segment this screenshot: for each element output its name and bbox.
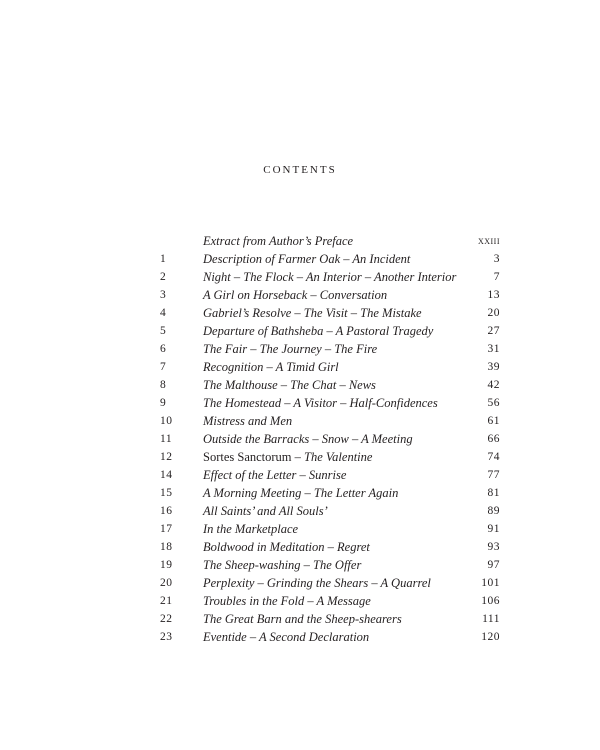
chapter-title: The Great Barn and the Sheep-shearers bbox=[203, 612, 402, 626]
toc-entry bbox=[160, 592, 500, 610]
chapter-title: Eventide – A Second Declaration bbox=[203, 630, 370, 644]
chapter-title: Boldwood in Meditation – Regret bbox=[203, 540, 370, 554]
chapter-number: 21 bbox=[160, 595, 173, 607]
chapter-title: Extract from Author’s Preface bbox=[203, 234, 354, 248]
chapter-number: 1 bbox=[160, 253, 167, 265]
page-number: 91 bbox=[487, 523, 500, 535]
page-number: 61 bbox=[487, 415, 500, 427]
page-number: 101 bbox=[481, 577, 500, 589]
toc-entry bbox=[160, 322, 500, 340]
chapter-number: 10 bbox=[160, 415, 173, 427]
toc-entry bbox=[160, 448, 500, 466]
toc-entry bbox=[160, 520, 500, 538]
chapter-title-italic: – The Valentine bbox=[291, 450, 373, 464]
page-number: 42 bbox=[487, 379, 500, 391]
page-number: 89 bbox=[487, 505, 500, 517]
chapter-number: 16 bbox=[160, 505, 173, 517]
chapter-title: Effect of the Letter – Sunrise bbox=[203, 468, 347, 482]
toc-entry bbox=[160, 286, 500, 304]
toc-entry bbox=[160, 232, 500, 250]
toc-entry bbox=[160, 430, 500, 448]
page-number: 74 bbox=[487, 451, 500, 463]
page-number: 111 bbox=[482, 613, 500, 625]
chapter-title: Troubles in the Fold – A Message bbox=[203, 594, 371, 608]
toc-entry bbox=[160, 304, 500, 322]
toc-entry bbox=[160, 394, 500, 412]
page-number: 93 bbox=[487, 541, 500, 553]
toc-entry bbox=[160, 358, 500, 376]
toc-entry bbox=[160, 574, 500, 592]
page-number: 81 bbox=[487, 487, 500, 499]
chapter-title: The Fair – The Journey – The Fire bbox=[203, 342, 378, 356]
chapter-number: 5 bbox=[160, 325, 167, 337]
chapter-title: All Saints’ and All Souls’ bbox=[203, 504, 328, 518]
chapter-number: 11 bbox=[160, 433, 173, 445]
chapter-number: 8 bbox=[160, 379, 167, 391]
chapter-title: Perplexity – Grinding the Shears – A Quarrel bbox=[203, 576, 431, 590]
page-number: 120 bbox=[481, 631, 500, 643]
page-title: contents bbox=[263, 160, 337, 177]
chapter-number: 17 bbox=[160, 523, 173, 535]
chapter-title: In the Marketplace bbox=[203, 522, 299, 536]
toc-entry bbox=[160, 502, 500, 520]
page-number: 3 bbox=[493, 253, 500, 265]
toc-entry bbox=[160, 268, 500, 286]
chapter-title: Departure of Bathsheba – A Pastoral Tragedy bbox=[203, 324, 434, 338]
page-number: 13 bbox=[487, 289, 500, 301]
toc-entry bbox=[160, 340, 500, 358]
chapter-title: Gabriel’s Resolve – The Visit – The Mistake bbox=[203, 306, 422, 320]
toc-entry bbox=[160, 610, 500, 628]
page-number: 66 bbox=[487, 433, 500, 445]
page-number: 39 bbox=[487, 361, 500, 373]
page-number: 31 bbox=[487, 343, 500, 355]
table-of-contents bbox=[160, 232, 500, 646]
chapter-number: 2 bbox=[160, 271, 167, 283]
toc-entry bbox=[160, 466, 500, 484]
chapter-title: A Girl on Horseback – Conversation bbox=[203, 288, 388, 302]
chapter-title: Recognition – A Timid Girl bbox=[203, 360, 339, 374]
chapter-number: 12 bbox=[160, 451, 173, 463]
chapter-title: The Malthouse – The Chat – News bbox=[203, 378, 376, 392]
toc-entry bbox=[160, 376, 500, 394]
chapter-number: 7 bbox=[160, 361, 167, 373]
chapter-title: Night – The Flock – An Interior – Another Interior bbox=[203, 270, 457, 284]
page-number: 106 bbox=[481, 595, 500, 607]
page-number: 56 bbox=[487, 397, 500, 409]
chapter-number: 23 bbox=[160, 631, 173, 643]
chapter-title bbox=[203, 448, 372, 466]
chapter-title: Description of Farmer Oak – An Incident bbox=[203, 252, 411, 266]
chapter-title: A Morning Meeting – The Letter Again bbox=[203, 486, 399, 500]
chapter-number: 20 bbox=[160, 577, 173, 589]
page-number: 7 bbox=[493, 271, 500, 283]
chapter-number: 15 bbox=[160, 487, 173, 499]
toc-entry bbox=[160, 628, 500, 646]
page-number: 77 bbox=[487, 469, 500, 481]
toc-entry bbox=[160, 412, 500, 430]
chapter-number: 22 bbox=[160, 613, 173, 625]
page-number: 20 bbox=[487, 307, 500, 319]
page-number: 27 bbox=[487, 325, 500, 337]
chapter-title: Outside the Barracks – Snow – A Meeting bbox=[203, 432, 413, 446]
page-number: 97 bbox=[487, 559, 500, 571]
chapter-title: The Sheep-washing – The Offer bbox=[203, 558, 362, 572]
chapter-number: 19 bbox=[160, 559, 173, 571]
chapter-title-roman: Sortes Sanctorum bbox=[203, 450, 292, 464]
chapter-number: 18 bbox=[160, 541, 173, 553]
chapter-title: The Homestead – A Visitor – Half-Confidences bbox=[203, 396, 438, 410]
chapter-number: 14 bbox=[160, 469, 173, 481]
toc-entry bbox=[160, 250, 500, 268]
toc-entry bbox=[160, 538, 500, 556]
chapter-title: Mistress and Men bbox=[203, 414, 293, 428]
page-number: xxiii bbox=[477, 235, 500, 247]
chapter-number: 9 bbox=[160, 397, 167, 409]
chapter-number: 3 bbox=[160, 289, 167, 301]
toc-entry bbox=[160, 484, 500, 502]
chapter-number: 4 bbox=[160, 307, 167, 319]
chapter-number: 6 bbox=[160, 343, 167, 355]
toc-entry bbox=[160, 556, 500, 574]
